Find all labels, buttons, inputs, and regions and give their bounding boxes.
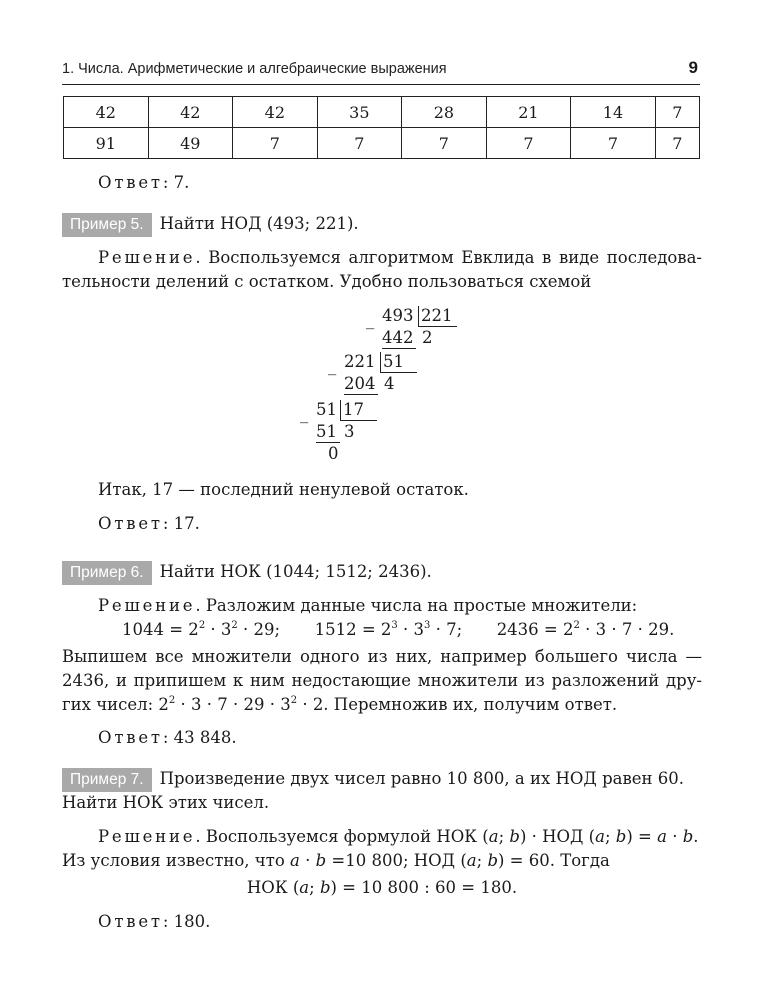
table-cell: 7 (486, 128, 571, 159)
answer-label: Ответ (98, 514, 163, 533)
minus-sign: _ (328, 356, 337, 375)
divisor: 51 (380, 352, 417, 373)
table-cell: 7 (233, 128, 318, 159)
quotient: 4 (384, 374, 395, 393)
table-row (64, 97, 700, 128)
factorization-1044: $1044 = 2^2 \cdot 3^2 \cdot 29$; (122, 620, 281, 639)
subtrahend: 204 (344, 374, 378, 395)
minus-sign: _ (366, 310, 375, 329)
example-6-heading (62, 560, 702, 585)
table-cell: 42 (148, 97, 233, 128)
example-5-solution-line2: тельности делений с остатком. Удобно пользоваться схемой (62, 272, 592, 291)
table-cell: 7 (571, 128, 656, 159)
example-7-answer (62, 910, 702, 934)
page-header (62, 58, 700, 85)
table-cell: 42 (233, 97, 318, 128)
table-cell: 14 (571, 97, 656, 128)
table-cell: 42 (64, 97, 149, 128)
table-cell: 7 (402, 128, 487, 159)
example-label: Пример 6. (62, 561, 152, 585)
subtrahend: 51 (316, 422, 340, 443)
answer-prev (62, 171, 702, 195)
remainder: 0 (328, 444, 339, 463)
solution-text: . Разложим данные числа на простые множители: (195, 596, 638, 615)
factorization-1512: $1512 = 2^3 \cdot 3^3 \cdot 7$; (314, 620, 463, 639)
example-5-conclusion: Итак, 17 — последний ненулевой остаток. (98, 480, 469, 499)
table-cell: 28 (402, 97, 487, 128)
quotient: 3 (344, 422, 355, 441)
example-5-solution-line1 (62, 246, 702, 270)
factorization-2436: $2436 = 2^2 \cdot 3 \cdot 7 \cdot 29$. (496, 620, 675, 639)
dividend: 51 (316, 400, 337, 419)
example-label: Пример 7. (62, 768, 152, 792)
answer-label: Ответ (98, 728, 163, 747)
solution-label: Решение (98, 596, 196, 615)
answer-label: Ответ (98, 173, 163, 192)
answer-value: : 7. (162, 173, 190, 192)
example-7-solution-line1: Решение. Воспользуемся формулой НОК (a; b) · НОД (a; b) = a · b. (98, 827, 699, 846)
table-cell: 7 (655, 128, 699, 159)
table-cell: 21 (486, 97, 571, 128)
table-cell: 7 (317, 128, 402, 159)
quotient: 2 (422, 328, 433, 347)
dividend: 493 (382, 306, 414, 325)
answer-value: : 43 848. (162, 728, 237, 747)
divisor: 221 (418, 306, 457, 327)
example-task: Найти НОД (493; 221). (159, 214, 359, 233)
chapter-title: 1. Числа. Арифметические и алгебраические выражения (62, 61, 447, 77)
dividend: 221 (344, 352, 376, 371)
divisor: 17 (340, 400, 377, 421)
example-7-heading (62, 767, 702, 792)
example-task: Произведение двух чисел равно 10 800, а их НОД равен 60. (159, 769, 685, 788)
solution-text: . Воспользуемся алгоритмом Евклида в виде последова- (195, 248, 702, 267)
minus-sign: _ (300, 404, 309, 423)
sequence-table (63, 96, 700, 159)
factorizations (122, 618, 682, 642)
subtrahend: 442 (382, 328, 416, 349)
table-cell: 49 (148, 128, 233, 159)
example-6-line3: 2436, и припишем к ним недостающие множители из разложений дру- (62, 671, 702, 690)
example-5-heading (62, 212, 702, 237)
answer-value: : 17. (162, 514, 200, 533)
page-number: 9 (688, 58, 698, 77)
table-row (64, 128, 700, 159)
example-6-solution-line1 (62, 594, 702, 618)
example-6-answer (62, 726, 702, 750)
example-7-solution-line2: Из условия известно, что a · b =10 800; НОД (a; b) = 60. Тогда (62, 851, 610, 870)
long-division-scheme (300, 306, 500, 466)
answer-value: : 180. (162, 912, 211, 931)
table-cell: 7 (655, 97, 699, 128)
table-cell: 91 (64, 128, 149, 159)
solution-label: Решение (98, 248, 196, 267)
example-task: Найти НОК (1044; 1512; 2436). (159, 562, 432, 581)
example-5-answer (62, 512, 702, 536)
table-cell: 35 (317, 97, 402, 128)
example-7-task-line2: Найти НОК этих чисел. (62, 793, 270, 812)
example-6-line4: гих чисел: $2^2 \cdot 3 \cdot 7 \cdot 29 \cdot 3^2 \cdot 2$. Перемножив их, получим ответ. (62, 695, 618, 714)
answer-label: Ответ (98, 912, 163, 931)
example-label: Пример 5. (62, 213, 152, 237)
example-7-formula: НОК (a; b) = 10 800 : 60 = 180. (246, 878, 518, 897)
solution-label: Решение (98, 827, 196, 846)
example-6-line2: Выпишем все множители одного из них, например большего числа — (62, 647, 702, 666)
